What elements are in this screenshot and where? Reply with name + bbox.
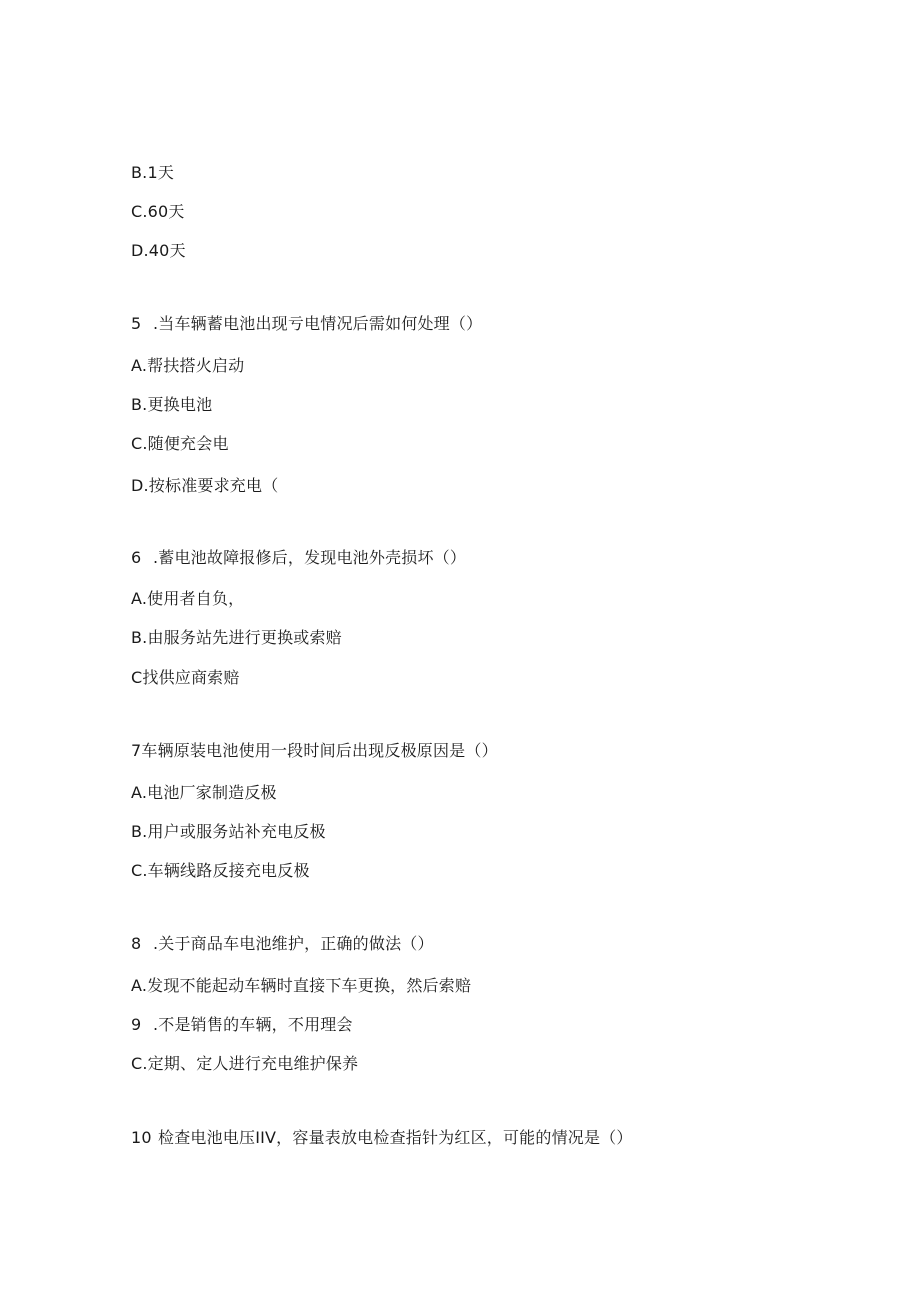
question-number: 9 <box>131 1015 142 1034</box>
option-c-60-days: C.60天 <box>131 202 185 221</box>
q5-option-d: D.按标准要求充电（ <box>131 476 279 495</box>
q5-option-b: B.更换电池 <box>131 395 213 414</box>
question-10 <box>131 1128 633 1148</box>
question-8 <box>131 934 434 954</box>
q8-line-9 <box>131 1015 353 1035</box>
question-number: 5 <box>131 314 142 333</box>
question-number: 6 <box>131 548 142 567</box>
question-text: .不是销售的车辆，不用理会 <box>153 1015 353 1034</box>
question-text: .当车辆蓄电池出现亏电情况后需如何处理（） <box>153 314 483 333</box>
q5-option-c: C.随便充会电 <box>131 434 229 453</box>
question-text: .蓄电池故障报修后，发现电池外壳损坏（） <box>153 548 467 567</box>
q8-option-c: C.定期、定人进行充电维护保养 <box>131 1054 359 1073</box>
question-number: 10 <box>131 1128 152 1147</box>
q6-option-b: B.由服务站先进行更换或索赔 <box>131 628 342 647</box>
question-6 <box>131 548 466 568</box>
q6-option-c: C找供应商索赔 <box>131 668 240 687</box>
q7-option-c: C.车辆线路反接充电反极 <box>131 861 310 880</box>
q8-option-a: A.发现不能起动车辆时直接下车更换，然后索赔 <box>131 976 472 995</box>
q5-option-a: A.帮扶搭火启动 <box>131 356 245 375</box>
q7-option-b: B.用户或服务站补充电反极 <box>131 822 326 841</box>
option-d-40-days: D.40天 <box>131 241 186 260</box>
question-7: 7车辆原装电池使用一段时间后出现反极原因是（） <box>131 741 498 760</box>
q6-option-a: A.使用者自负， <box>131 589 245 608</box>
q7-option-a: A.电池厂家制造反极 <box>131 783 277 802</box>
question-text: .关于商品车电池维护，正确的做法（） <box>153 934 434 953</box>
question-number: 8 <box>131 934 142 953</box>
option-b-1-day: B.1天 <box>131 163 175 182</box>
question-5 <box>131 314 482 334</box>
question-text: 检查电池电压IIV，容量表放电检查指针为红区，可能的情况是（） <box>158 1128 633 1147</box>
